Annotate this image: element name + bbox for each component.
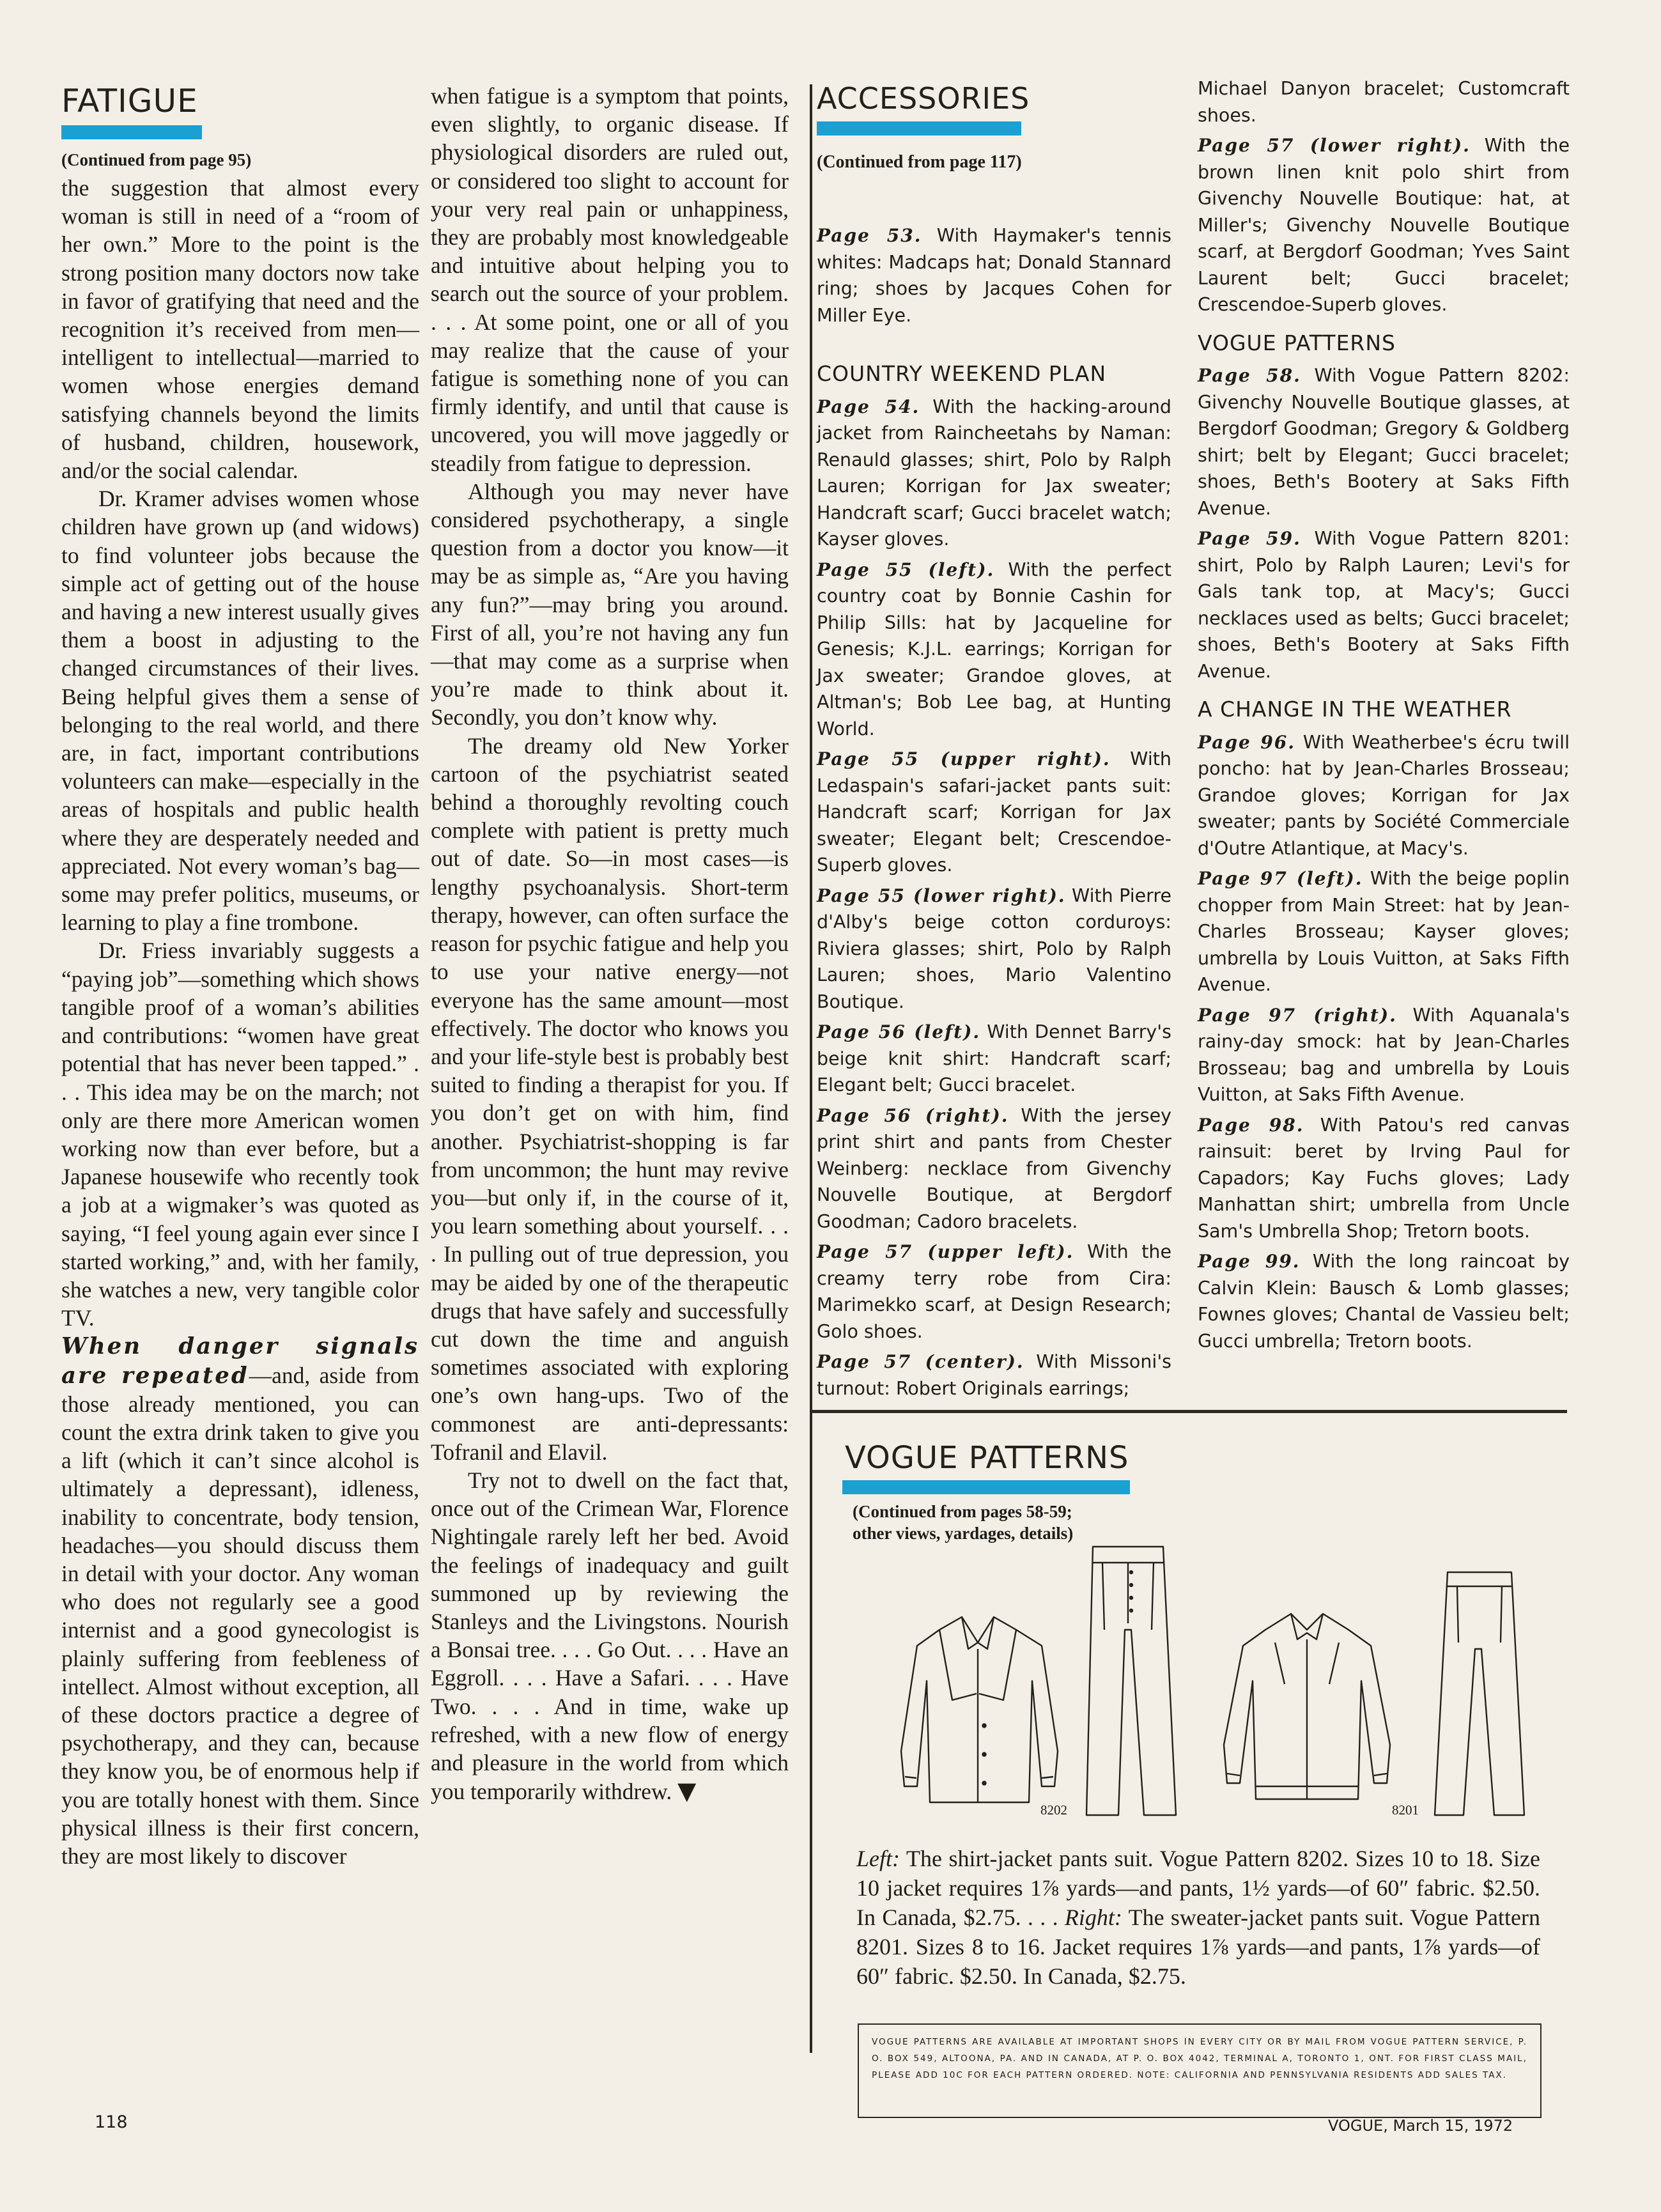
credit-text: With Dennet Barry's beige knit shirt: Handcraft scarf; Elegant belt; Gucci bracelet.	[817, 1021, 1171, 1095]
caption-right-text: The sweater-jacket pants suit. Vogue Pattern 8201. Sizes 8 to 16. Jacket requires 1⅞ yards—and pants, 1⅞ yards—of 60″ fabric. $2.50. In Canada, $2.75.	[856, 1905, 1540, 1989]
credit-entry	[817, 222, 1171, 329]
credit-text: With Patou's red canvas rainsuit: beret by Irving Paul for Capadors; Kay Fuchs gloves; Lady Manhattan shirt; umbrella from Uncle Sam's Umbrella Shop; Tretorn boots.	[1198, 1114, 1570, 1242]
patterns-mail-notice: VOGUE PATTERNS ARE AVAILABLE AT IMPORTANT SHOPS IN EVERY CITY OR BY MAIL FROM VOGUE PATTERN SERVICE, P. O. BOX 549, ALTOONA, PA. AND IN CANADA, AT P. O. BOX 4042, TERMINAL A, TORONTO 1, ONT. FOR FIRST CLASS MAIL, PLEASE ADD 10C FOR EACH PATTERN ORDERED. NOTE: CALIFORNIA AND PENNSYLVANIA RESIDENTS ADD SALES TAX.	[858, 2023, 1541, 2118]
credit-page: Page 97 (right).	[1198, 1004, 1397, 1026]
vogue-patterns-box	[842, 1438, 1564, 1544]
credit-text: With the beige poplin chopper from Main Street: hat by Jean-Charles Brosseau; Kayser gloves; umbrella by Louis Vuitton, at Saks Fifth Avenue.	[1198, 868, 1570, 995]
credit-text: With Aquanala's rainy-day smock: hat by Jean-Charles Brosseau; bag and umbrella by Louis Vuitton, at Saks Fifth Avenue.	[1198, 1004, 1570, 1105]
accessories-continued: (Continued from page 117)	[817, 152, 1022, 172]
credit-entry	[817, 1239, 1171, 1345]
page-number: 118	[95, 2112, 128, 2132]
credit-entry	[817, 1019, 1171, 1099]
vogue-patterns-subheading: VOGUE PATTERNS	[1198, 330, 1396, 355]
credit-entry	[1198, 729, 1570, 862]
credit-text: With Weatherbee's écru twill poncho: hat by Jean-Charles Brosseau; Grandoe gloves; Korrigan for Jax sweater; pants by Société Commerciale d'Outre Atlantique, at Macy's.	[1198, 731, 1570, 859]
column-divider	[810, 84, 812, 2053]
patterns-caption	[856, 1844, 1540, 1991]
credit-text: With the long raincoat by Calvin Klein: Bausch & Lomb glasses; Fownes gloves; Chantal de Vassieu belt; Gucci umbrella; Tretorn boots.	[1198, 1251, 1570, 1352]
accessories-heading: ACCESSORIES	[817, 81, 1030, 116]
end-mark-icon: ▼	[677, 1777, 697, 1806]
accessories-column-1	[817, 79, 1171, 1405]
country-weekend-heading: COUNTRY WEEKEND PLAN	[817, 361, 1107, 386]
credit-entry	[817, 1102, 1171, 1235]
credit-text: With the jersey print shirt and pants from Chester Weinberg: necklace from Givenchy Nouvelle Boutique, at Bergdorf Goodman; Cadoro bracelets.	[817, 1104, 1171, 1232]
credit-page: Page 59.	[1198, 528, 1301, 549]
shirt-jacket-sketch-icon	[901, 1617, 1058, 1802]
fatigue-body-1	[61, 174, 419, 1870]
credit-entry	[1198, 1248, 1570, 1354]
credit-text: With Missoni's turnout: Robert Originals earrings;	[817, 1351, 1172, 1399]
credit-text: With Vogue Pattern 8201: shirt, Polo by Ralph Lauren; Levi's for Gals tank top, at Macy's; Gucci necklaces used as belts; Gucci bracelet; shoes, Beth's Bootery at Saks Fifth Avenue.	[1198, 528, 1570, 682]
fatigue-column-1	[61, 81, 419, 1870]
fatigue-closing-text: Try not to dwell on the fact that, once out of the Crimean War, Florence Nightingale rarely left her bed. Avoid the feelings of inadequacy and guilt summoned up by reviewing the Stanleys and the Livingstons. Nourish a Bonsai tree. . . . Go Out. . . . Have an Eggroll. . . . Have a Safari. . . . Have Two. . . . And in time, wake up refreshed, with a new flow of energy and pleasure in the world from which you temporarily withdrew.	[431, 1467, 789, 1805]
credit-page: Page 54.	[817, 396, 920, 417]
credit-text: With Pierre d'Alby's beige cotton corduroys: Riviera glasses; shirt, Polo by Ralph Lauren; shoes, Mario Valentino Boutique.	[817, 885, 1172, 1012]
fatigue-heading: FATIGUE	[61, 82, 198, 120]
pattern-number-8202: 8202	[1040, 1802, 1067, 1818]
accessories-credits	[817, 222, 1171, 1402]
vogue-patterns-heading-bar	[842, 1480, 1130, 1494]
credit-entry	[817, 557, 1171, 743]
credit-text: With the hacking-around jacket from Raincheetahs by Naman: Renauld glasses; shirt, Polo by Ralph Lauren; Korrigan for Jax sweater; Handcraft scarf; Gucci bracelet watch; Kayser gloves.	[817, 396, 1171, 550]
credit-text: With the creamy terry robe from Cira: Marimekko scarf, at Design Research; Golo shoes.	[817, 1241, 1171, 1342]
credit-text: With Ledaspain's safari-jacket pants suit: Handcraft scarf; Korrigan for Jax sweater; Elegant belt; Crescendoe-Superb gloves.	[817, 748, 1171, 876]
section-divider	[810, 1410, 1567, 1413]
credit-entry	[817, 746, 1171, 879]
weather-heading: A CHANGE IN THE WEATHER	[1198, 697, 1512, 722]
credit-entry	[817, 1349, 1171, 1402]
fatigue-paragraph-danger	[61, 1332, 419, 1870]
patterns-continued-2: other views, yardages, details)	[853, 1524, 1074, 1543]
credit-page: Page 57 (lower right).	[1198, 135, 1471, 156]
credit-entry	[1198, 362, 1570, 522]
danger-signals-lead: When danger signals are repeated	[61, 1333, 419, 1389]
fatigue-column-2	[431, 82, 789, 1806]
sweater-jacket-sketch-icon	[1224, 1614, 1390, 1799]
credit-text: With the brown linen knit polo shirt from Givenchy Nouvelle Boutique: hat, at Miller's; Givenchy Nouvelle Boutique scarf, at Bergdorf Goodman; Yves Saint Laurent belt; Gucci bracelet; Crescendoe-Superb gloves.	[1198, 135, 1570, 315]
credit-page: Page 99.	[1198, 1251, 1301, 1272]
credit-entry	[817, 394, 1171, 553]
credit-text: With the perfect country coat by Bonnie Cashin for Philip Sills: hat by Jacqueline for Genesis; K.J.L. earrings; Korrigan for Jax sweater; Grandoe gloves, at Altman's; Bob Lee bag, at Hunting World.	[817, 559, 1171, 739]
credit-page: Page 53.	[817, 225, 922, 246]
credit-page: Page 56 (right).	[817, 1104, 1009, 1126]
fatigue-heading-bar	[61, 125, 202, 139]
pattern-number-8201: 8201	[1392, 1802, 1419, 1818]
accessories-heading-bar	[817, 121, 1021, 135]
credit-text: With Haymaker's tennis whites: Madcaps hat; Donald Stannard ring; shoes by Jacques Cohen for Miller Eye.	[817, 225, 1171, 326]
fatigue-paragraph: The dreamy old New Yorker cartoon of the psychiatrist seated behind a thoroughly revolting couch complete with patient is pretty much out of date. So—in most cases—is lengthy psychoanalysis. Short-term therapy, however, can often surface the reason for psychic fatigue and help you to use your native energy—not everyone has the same amount—most effectively. The doctor who knows you and your life-style best is probably best suited to finding a therapist for you. If you don’t get on with him, find another. Psychiatrist-shopping is far from uncommon; the hunt may revive you—but only if, in the course of it, you learn something about yourself. . . . In pulling out of true depression, you may be aided by one of the therapeutic drugs that have safely and successfully cut down the time and anguish sometimes associated with exploring one’s own hang-ups. Two of the commonest are anti-depressants: Tofranil and Elavil.	[431, 732, 789, 1465]
fatigue-paragraph: the suggestion that almost every woman is still in need of a “room of her own.” More to the point is the strong position many doctors now take in favor of gratifying that need and the recognition it’s received from men—intelligent to intellectual—married to women whose energies demand satisfying channels beyond the limits of husband, children, housework, and/or the social calendar.	[61, 175, 419, 484]
credit-page: Page 58.	[1198, 365, 1301, 386]
caption-right-label: Right:	[1064, 1905, 1122, 1930]
credit-entry	[817, 883, 1171, 1016]
credit-entry	[1198, 1002, 1570, 1108]
credit-page: Page 57 (upper left).	[817, 1241, 1074, 1262]
issue-line: VOGUE, March 15, 1972	[1328, 2117, 1513, 2135]
credit-page: Page 55 (lower right).	[817, 885, 1066, 906]
fatigue-paragraph: when fatigue is a symptom that points, even slightly, to organic disease. If physiological disorders are ruled out, or considered too slight to account for your very real pain or unhappiness, they are probably most knowledgeable and intuitive about helping you to search out the source of your problem. . . . At some point, one or all of you may realize that the cause of your fatigue is something none of you can firmly identify, and until that cause is uncovered, you will move jaggedly or steadily from fatigue to depression.	[431, 83, 789, 476]
credit-text: With Vogue Pattern 8202: Givenchy Nouvelle Boutique glasses, at Bergdorf Goodman; Gregory & Goldberg shirt; belt by Elegant; Gucci bracelet; shoes, Beth's Bootery at Saks Fifth Avenue.	[1198, 365, 1570, 519]
credit-page: Page 57 (center).	[817, 1351, 1024, 1372]
caption-left-text: The shirt-jacket pants suit. Vogue Pattern 8202. Sizes 10 to 18. Size 10 jacket requires 1⅞ yards—and pants, 1½ yards—of 60″ fabric. $2.50. In Canada, $2.75. . . .	[856, 1846, 1541, 1930]
credit-entry	[1198, 865, 1570, 998]
vogue-patterns-heading: VOGUE PATTERNS	[845, 1440, 1129, 1476]
caption-left-label: Left:	[856, 1846, 900, 1871]
accessories-column-2	[1198, 75, 1570, 1358]
credit-page: Page 97 (left).	[1198, 868, 1363, 889]
credit-page: Page 96.	[1198, 731, 1296, 753]
credit-page: Page 98.	[1198, 1114, 1304, 1136]
fatigue-continued: (Continued from page 95)	[61, 150, 252, 169]
danger-signals-text: —and, aside from those already mentioned, you can count the extra drink taken to give you a lift (which it can’t since alcohol is ultimately a depressant), idleness, inability to concentrate, body tension, headaches—you should discuss them in detail with your doctor. Any woman who does not regularly see a good internist and a good gynecologist is plainly suffering from feebleness of intellect. Almost without exception, all of these doctors practice a degree of psychotherapy, and they can, because they know you, be of enormous help if you are totally honest with them. Since physical illness is their first concern, they are most likely to discover	[61, 1362, 419, 1869]
credit-page: Page 55 (left).	[817, 559, 995, 580]
credit-entry	[1198, 132, 1570, 318]
fatigue-paragraph	[431, 1466, 789, 1806]
fatigue-paragraph: Dr. Kramer advises women whose children have grown up (and widows) to find volunteer jobs because the simple act of getting out of the house and having a new interest usually gives them a boost in adjusting to the changed circumstances of their lives. Being helpful gives them a sense of belonging to the real world, and there are, in fact, important contributions volunteers can make—especially in the areas of hospitals and public health where they are desperately needed and appreciated. Not every woman’s bag—some may prefer politics, museums, or learning to play a fine trombone.	[61, 486, 419, 936]
credit-entry	[1198, 525, 1570, 684]
credit-entry: Michael Danyon bracelet; Customcraft shoes.	[1198, 78, 1570, 126]
credit-entry	[1198, 1112, 1570, 1245]
credit-page: Page 56 (left).	[817, 1021, 981, 1042]
fatigue-paragraph: Dr. Friess invariably suggests a “paying job”—something which shows tangible proof of a woman’s abilities and contributions: “women have great potential that has never been tapped.” . . . This idea may be on the march; not only are there more American women working now than ever before, but a Japanese housewife who recently took a job at a wigmaker’s was quoted as saying, “I feel young again ever since I started working,” and, with her family, she watches a new, very tangible color TV.	[61, 938, 419, 1331]
pants-8201-sketch-icon	[1435, 1572, 1524, 1815]
pants-8202-sketch-icon	[1086, 1547, 1176, 1815]
credit-page: Page 55 (upper right).	[817, 748, 1111, 770]
patterns-continued-1: (Continued from pages 58-59;	[853, 1502, 1072, 1521]
fatigue-paragraph: Although you may never have considered psychotherapy, a single question from a doctor you know—it may be as simple as, “Are you having any fun?”—may bring you around. First of all, you’re not having any fun—that may come as a surprise when you’re made to think about it. Secondly, you don’t know why.	[431, 478, 789, 731]
pattern-sketches	[850, 1534, 1553, 1834]
